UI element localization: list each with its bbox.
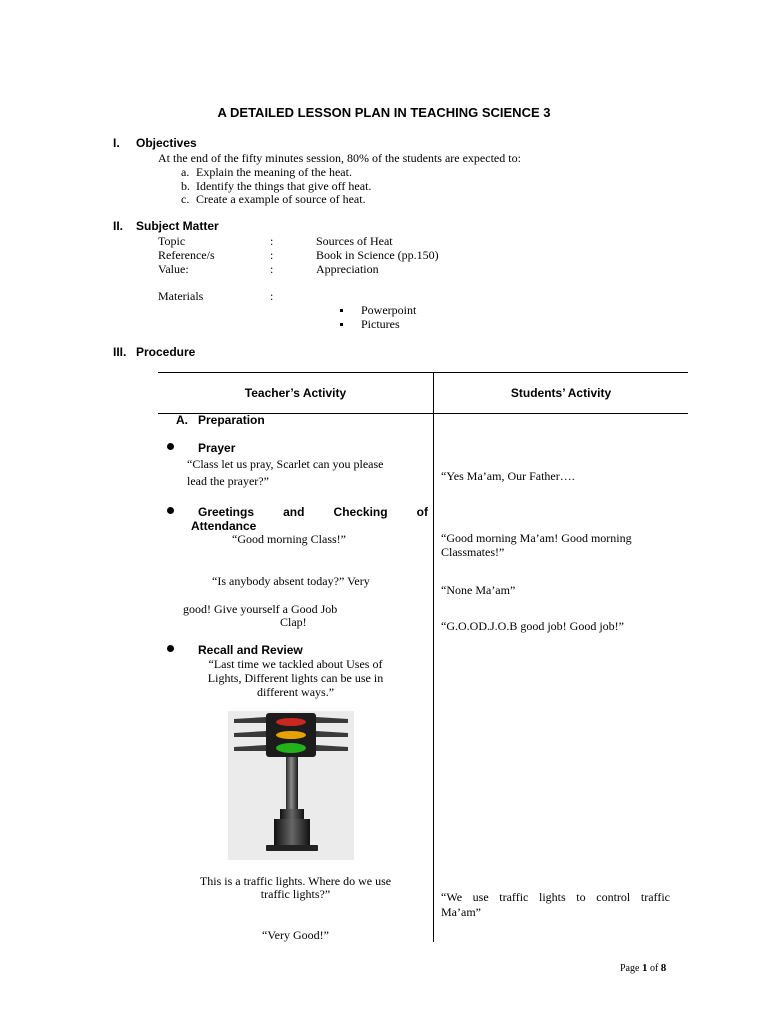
recall-line3: different ways.” xyxy=(256,685,335,699)
reference-sep: : xyxy=(270,248,274,262)
subject-matter-heading: Subject Matter xyxy=(136,219,219,233)
bullet-icon xyxy=(167,507,174,514)
traffic-light-icon xyxy=(228,711,354,860)
reference-label: Reference/s xyxy=(158,248,215,262)
prayer-heading: Prayer xyxy=(198,441,236,455)
square-bullet-icon xyxy=(340,309,343,312)
absent-student-line: “None Ma’am” xyxy=(441,583,516,597)
traffic-student-line1: “We use traffic lights to control traffic xyxy=(441,890,670,904)
objectives-heading: Objectives xyxy=(136,136,197,150)
greet-teacher-line: “Good morning Class!” xyxy=(232,532,346,546)
greetings-word: Greetings xyxy=(198,505,255,519)
teacher-activity-header: Teacher’s Activity xyxy=(244,386,347,400)
and-word: and xyxy=(283,505,305,519)
reference-value: Book in Science (pp.150) xyxy=(316,248,439,262)
recall-line1: “Last time we tackled about Uses of xyxy=(208,657,383,671)
traffic-question-line1: This is a traffic lights. Where do we use xyxy=(199,874,392,888)
greetings-heading-line1 xyxy=(198,505,428,519)
of-word: of xyxy=(416,505,428,519)
objectives-numeral: I. xyxy=(113,136,120,150)
objective-letter-b: b. xyxy=(181,179,190,193)
bullet-icon xyxy=(167,443,174,450)
checking-word: Checking xyxy=(333,505,388,519)
document-title: A DETAILED LESSON PLAN IN TEACHING SCIENCE 3 xyxy=(217,105,551,120)
objective-letter-a: a. xyxy=(181,165,190,179)
greet-student-line1: “Good morning Ma’am! Good morning xyxy=(441,531,632,545)
objective-letter-c: c. xyxy=(181,192,190,206)
value-value: Appreciation xyxy=(316,262,379,276)
materials-label: Materials xyxy=(158,289,204,303)
preparation-heading: Preparation xyxy=(198,413,265,427)
value-label: Value: xyxy=(158,262,189,276)
subject-matter-numeral: II. xyxy=(113,219,124,233)
greetings-heading-line2: Attendance xyxy=(191,519,257,533)
page-footer xyxy=(620,962,666,974)
objectives-intro: At the end of the fifty minutes session, 80% of the students are expected to: xyxy=(158,151,521,165)
good-job-teacher-line1: good! Give yourself a Good Job xyxy=(183,602,338,616)
page-total: 8 xyxy=(660,962,667,974)
table-top-border xyxy=(158,372,688,373)
value-sep: : xyxy=(270,262,274,276)
good-job-student-line: “G.O.OD.J.O.B good job! Good job!” xyxy=(441,619,624,633)
absent-teacher-line: “Is anybody absent today?” Very xyxy=(212,574,370,588)
prayer-student-response: “Yes Ma’am, Our Father…. xyxy=(441,469,575,483)
materials-sep: : xyxy=(270,289,274,303)
objective-c-text: Create a example of source of heat. xyxy=(196,192,366,206)
prayer-teacher-line1: “Class let us pray, Scarlet can you please xyxy=(187,457,384,471)
page-word: Page xyxy=(620,963,640,974)
recall-review-heading: Recall and Review xyxy=(198,643,303,657)
topic-sep: : xyxy=(270,234,274,248)
material-item-pictures: Pictures xyxy=(361,317,400,331)
objective-b-text: Identify the things that give off heat. xyxy=(196,179,372,193)
topic-value: Sources of Heat xyxy=(316,234,393,248)
procedure-numeral: III. xyxy=(113,345,127,359)
students-activity-header: Students’ Activity xyxy=(510,386,612,400)
of-word: of xyxy=(649,963,659,974)
page-number: 1 xyxy=(641,962,648,974)
table-column-divider xyxy=(433,372,434,942)
preparation-letter: A. xyxy=(176,413,188,427)
procedure-heading: Procedure xyxy=(136,345,196,359)
traffic-student-line2: Ma’am” xyxy=(441,905,481,919)
topic-label: Topic xyxy=(158,234,186,248)
square-bullet-icon xyxy=(340,323,343,326)
traffic-question-line2: traffic lights?” xyxy=(260,887,331,901)
bullet-icon xyxy=(167,645,174,652)
objective-a-text: Explain the meaning of the heat. xyxy=(196,165,352,179)
very-good-line: “Very Good!” xyxy=(262,928,329,942)
traffic-light-image xyxy=(228,711,354,860)
good-job-teacher-line2: Clap! xyxy=(280,615,307,629)
prayer-teacher-line2: lead the prayer?” xyxy=(187,474,269,488)
greet-student-line2: Classmates!” xyxy=(441,545,505,559)
recall-line2: Lights, Different lights can be use in xyxy=(207,671,384,685)
material-item-powerpoint: Powerpoint xyxy=(361,303,417,317)
